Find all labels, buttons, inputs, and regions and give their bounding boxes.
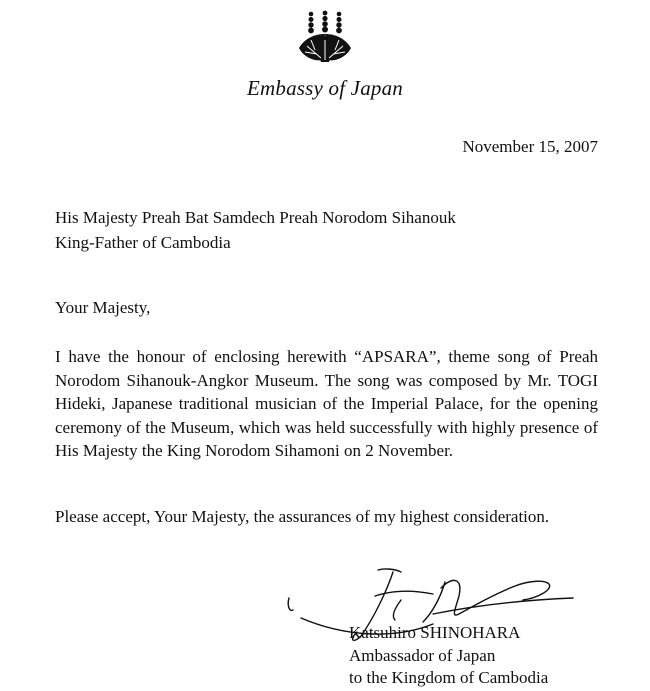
- salutation: Your Majesty,: [55, 298, 151, 317]
- signer-name: Katsuhiro SHINOHARA: [349, 623, 521, 642]
- signer-post: to the Kingdom of Cambodia: [349, 668, 549, 687]
- signature-block: [349, 622, 548, 690]
- closing-line: Please accept, Your Majesty, the assurances of my highest consideration.: [55, 507, 550, 526]
- letterhead-title: Embassy of Japan: [246, 76, 403, 100]
- letter-date: November 15, 2007: [462, 137, 598, 156]
- recipient-block: [55, 205, 456, 255]
- recipient-name: His Majesty Preah Bat Samdech Preah Norodom Sihanouk: [55, 208, 456, 227]
- signer-title: Ambassador of Japan: [349, 645, 496, 665]
- paulownia-crest-icon: [293, 10, 357, 66]
- body-paragraph: I have the honour of enclosing herewith “APSARA”, theme song of Preah Norodom Sihanouk-Angkor Museum. The song was composed by Mr. TOGI Hideki, Japanese traditional musician of the Imperial Palace, for the opening ceremony of the Museum, which was held successfully with highly presence of His Majesty the King Norodom Sihamoni on 2 November.: [55, 347, 598, 461]
- recipient-title: King-Father of Cambodia: [55, 233, 231, 252]
